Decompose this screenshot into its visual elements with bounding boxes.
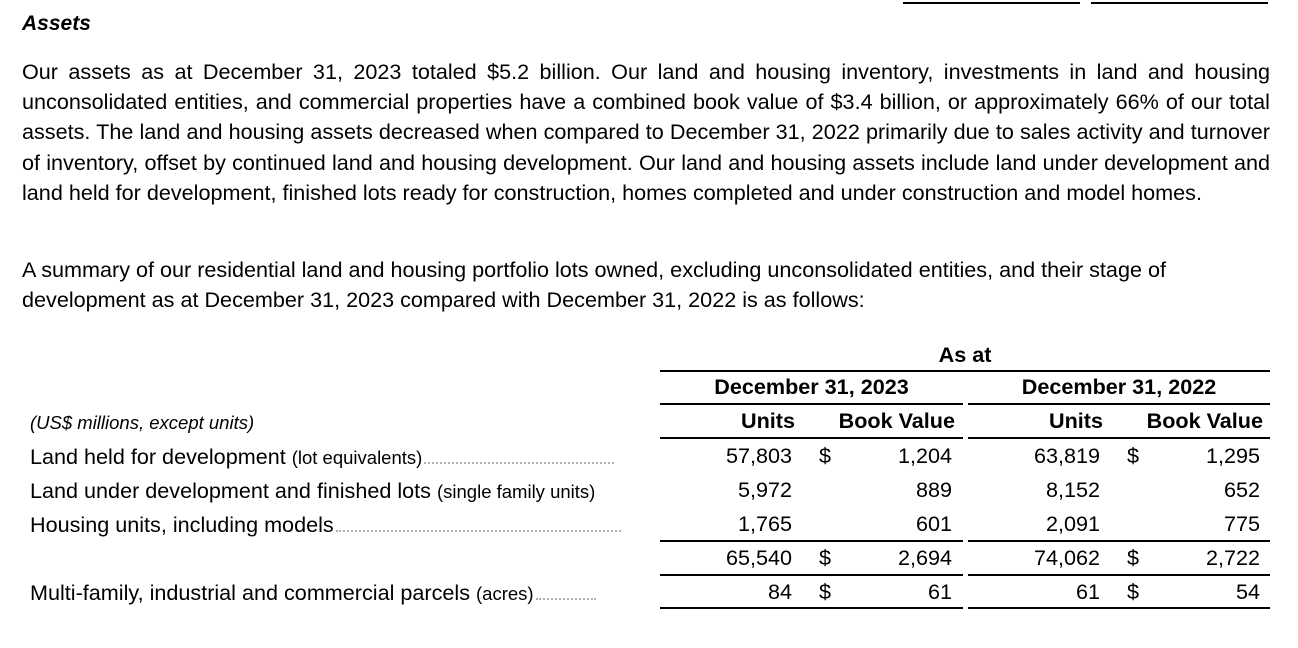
table-cell: $ [819, 545, 832, 570]
leader-dots [424, 462, 614, 464]
assets-paragraph: Our assets as at December 31, 2023 totaled $5.2 billion. Our land and housing inventory, investments in land and housing unconsolidated entities, and commercial properties have a combined book value of $3.4 billion, or approximately 66% of our total assets. The land and housing assets decreased when compared to December 31, 2022 primarily due to sales activity and turnover of inventory, offset by continued land and housing development. Our land and housing assets include land under development and land held for development, finished lots ready for construction, homes completed and under construction and model homes. [22, 59, 1270, 205]
units-header-2022: Units [1049, 408, 1103, 433]
table-cell: 63,819 [1033, 443, 1100, 468]
table-cell: 57,803 [725, 443, 792, 468]
table-cell: 1,765 [737, 511, 792, 536]
table-row-label: Housing units, including models [30, 512, 655, 538]
table-cell: 74,062 [1033, 545, 1100, 570]
book-value-header-2022: Book Value [1146, 408, 1263, 433]
top-rule-right [1091, 2, 1268, 4]
column-header-rule-2023 [660, 437, 963, 439]
subtotal-rule-2023 [660, 540, 963, 542]
subtotal-rule-2022 [968, 540, 1270, 542]
leader-dots [536, 598, 596, 600]
final-rule-2022 [968, 607, 1270, 609]
table-row-label: Land under development and finished lots (single family units) [30, 478, 596, 503]
table-cell: $ [819, 579, 832, 604]
table-cell: 1,295 [1205, 443, 1260, 468]
column-header-rule-2022 [968, 437, 1270, 439]
table-cell: 5,972 [737, 477, 792, 502]
table-cell: $ [1127, 545, 1140, 570]
table-cell: $ [1127, 579, 1140, 604]
units-header-2023: Units [741, 408, 795, 433]
subtotal-bottom-rule-2022 [968, 574, 1270, 576]
table-cell: 775 [1223, 511, 1260, 536]
book-value-header-2023: Book Value [838, 408, 955, 433]
period-2023-header: December 31, 2023 [714, 374, 909, 399]
table-cell: $ [1127, 443, 1140, 468]
table-cell: 2,722 [1205, 545, 1260, 570]
table-row-label: Multi-family, industrial and commercial parcels (acres) [30, 580, 655, 607]
subtotal-bottom-rule-2023 [660, 574, 963, 576]
table-cell: 61 [927, 579, 952, 604]
period-2022-rule [968, 403, 1270, 405]
table-row-label: Land held for development (lot equivalents) [30, 444, 655, 471]
table-cell: 601 [915, 511, 952, 536]
period-2023-rule [660, 403, 963, 405]
table-cell: 1,204 [897, 443, 952, 468]
period-2022-header: December 31, 2022 [1021, 374, 1217, 399]
table-cell: 2,694 [897, 545, 952, 570]
leader-dots [336, 530, 621, 532]
table-cell: 8,152 [1045, 477, 1100, 502]
table-cell: 652 [1223, 477, 1260, 502]
as-at-rule [660, 370, 1270, 372]
table-cell: 65,540 [725, 545, 792, 570]
section-heading: Assets [22, 12, 91, 35]
as-at-header: As at [938, 342, 992, 367]
final-rule-2023 [660, 607, 963, 609]
top-rule-left [903, 2, 1080, 4]
units-note: (US$ millions, except units) [30, 412, 255, 433]
table-cell: 54 [1235, 579, 1260, 604]
table-cell: 61 [1075, 579, 1100, 604]
table-cell: 84 [767, 579, 792, 604]
table-cell: 2,091 [1045, 511, 1100, 536]
summary-paragraph: A summary of our residential land and housing portfolio lots owned, excluding unconsolidated entities, and their stage of development as at December 31, 2023 compared with December 31, 2022 is as follows: [22, 257, 1166, 313]
table-cell: $ [819, 443, 832, 468]
table-cell: 889 [915, 477, 952, 502]
